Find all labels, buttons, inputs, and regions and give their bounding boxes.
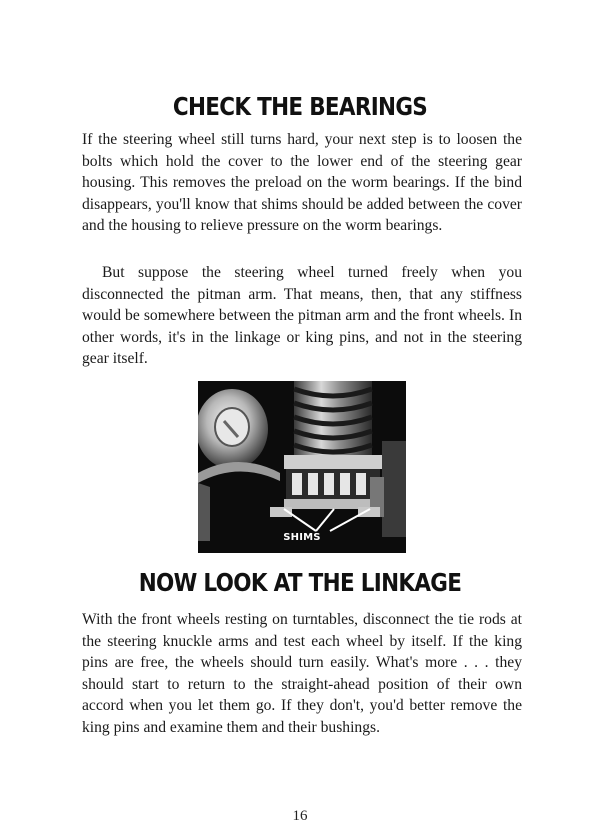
figure-label-shims: SHIMS <box>283 532 321 543</box>
section-heading-linkage: NOW LOOK AT THE LINKAGE <box>138 568 462 597</box>
paragraph-bearings-2: But suppose the steering wheel turned freely when you disconnected the pitman arm. That means, then, that any stiffness would be somewhere between the pitman arm and the front wheels. In other words, it's in the linkage or king pins, and not in the steering gear itself. <box>82 264 522 368</box>
page-number: 16 <box>292 808 308 824</box>
steering-gear-photo <box>198 381 406 553</box>
paragraph-bearings-1: If the steering wheel still turns hard, your next step is to loosen the bolts which hold the cover to the lower end of the steering gear housing. This removes the preload on the worm bearings. If the bind disappears, you'll know that shims should be added between the cover and the housing to relieve pressure on the worm bearings. <box>82 131 522 235</box>
paragraph-linkage-1: With the front wheels resting on turntables, disconnect the tie rods at the steering knuckle arms and test each wheel by itself. If the king pins are free, the wheels should turn easily. What's more . . . they should start to return to the straight-ahead position of their own accord when you let them go. If they don't, you'd better remove the king pins and examine them and their bushings. <box>82 611 522 736</box>
section-heading-bearings: CHECK THE BEARINGS <box>172 92 428 121</box>
steering-gear-illustration <box>198 381 406 553</box>
